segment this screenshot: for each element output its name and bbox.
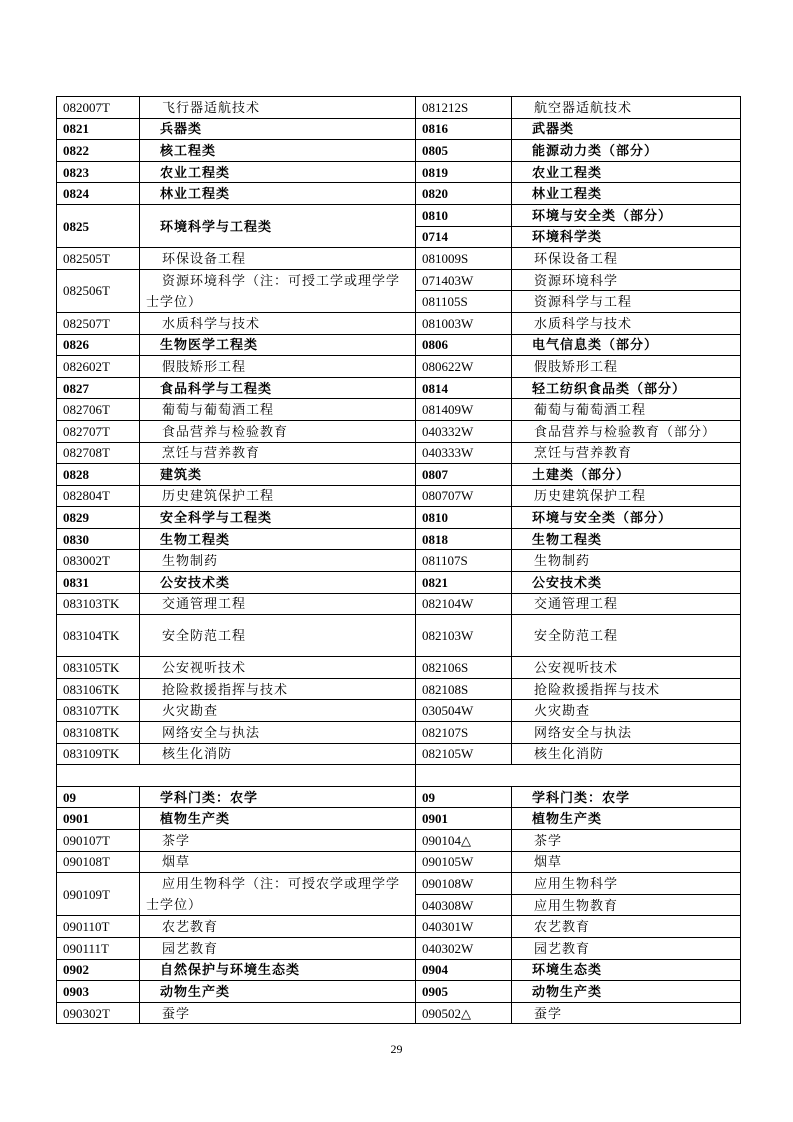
table-row [57,808,741,830]
old-major-code: 090105W [416,851,512,873]
old-major-name: 航空器适航技术 [512,97,741,119]
old-major-name: 土建类（部分） [512,464,741,486]
new-major-code: 0829 [57,507,140,529]
empty-cell [416,765,741,787]
new-major-code: 0902 [57,959,140,981]
old-major-name: 生物制药 [512,550,741,572]
table-row [57,528,741,550]
old-major-code: 0905 [416,981,512,1003]
table-row [57,1002,741,1024]
old-major-name: 环境与安全类（部分） [512,507,741,529]
table-row [57,657,741,679]
old-major-name: 火灾勘查 [512,700,741,722]
old-major-name: 电气信息类（部分） [512,334,741,356]
old-major-code: 090502△ [416,1002,512,1024]
old-major-name: 葡萄与葡萄酒工程 [512,399,741,421]
table-row [57,851,741,873]
new-major-code: 090107T [57,830,140,852]
old-major-name: 安全防范工程 [512,615,741,657]
old-major-name: 园艺教育 [512,937,741,959]
major-comparison-table [56,96,741,1024]
new-major-name: 安全科学与工程类 [140,507,416,529]
new-major-name: 农业工程类 [140,161,416,183]
table-row [57,916,741,938]
new-major-code: 082804T [57,485,140,507]
old-major-name: 假肢矫形工程 [512,356,741,378]
new-major-name: 应用生物科学（注：可授农学或理学学士学位） [140,873,416,916]
old-major-name: 武器类 [512,118,741,140]
new-major-code: 082602T [57,356,140,378]
new-major-code: 083108TK [57,722,140,744]
table-row [57,485,741,507]
new-major-name: 园艺教育 [140,937,416,959]
new-major-code: 0831 [57,572,140,594]
table-row [57,334,741,356]
table-row [57,550,741,572]
old-major-name: 烟草 [512,851,741,873]
old-major-code: 040333W [416,442,512,464]
new-major-name: 林业工程类 [140,183,416,205]
new-major-code: 09 [57,786,140,808]
new-major-code: 083105TK [57,657,140,679]
table-row [57,959,741,981]
new-major-name: 历史建筑保护工程 [140,485,416,507]
new-major-name: 安全防范工程 [140,615,416,657]
new-major-code: 082007T [57,97,140,119]
table-row [57,593,741,615]
page-number: 29 [390,1042,403,1056]
old-major-name: 核生化消防 [512,743,741,765]
old-major-code: 0904 [416,959,512,981]
old-major-code: 081009S [416,248,512,270]
table-row [57,97,741,119]
new-major-code: 082505T [57,248,140,270]
new-major-name: 烹饪与营养教育 [140,442,416,464]
old-major-code: 082108S [416,678,512,700]
old-major-code: 0821 [416,572,512,594]
old-major-code: 090104△ [416,830,512,852]
table-row [57,981,741,1003]
new-major-code: 083104TK [57,615,140,657]
new-major-name: 生物制药 [140,550,416,572]
new-major-code: 083107TK [57,700,140,722]
old-major-code: 080622W [416,356,512,378]
old-major-code: 0819 [416,161,512,183]
old-major-code: 080707W [416,485,512,507]
old-major-code: 082103W [416,615,512,657]
table-row [57,722,741,744]
new-major-name: 水质科学与技术 [140,312,416,334]
new-major-code: 090110T [57,916,140,938]
old-major-name: 环境与安全类（部分） [512,204,741,226]
table-row [57,937,741,959]
old-major-code: 0810 [416,507,512,529]
new-major-code: 0827 [57,377,140,399]
old-major-name: 生物工程类 [512,528,741,550]
old-major-code: 071403W [416,269,512,291]
table-row [57,204,741,226]
table-row [57,442,741,464]
old-major-name: 交通管理工程 [512,593,741,615]
new-major-name: 公安视听技术 [140,657,416,679]
old-major-code: 0810 [416,204,512,226]
new-major-name: 抢险救援指挥与技术 [140,678,416,700]
old-major-code: 0814 [416,377,512,399]
old-major-name: 轻工纺织食品类（部分） [512,377,741,399]
old-major-name: 水质科学与技术 [512,312,741,334]
old-major-code: 030504W [416,700,512,722]
old-major-code: 081409W [416,399,512,421]
old-major-name: 公安视听技术 [512,657,741,679]
old-major-code: 0805 [416,140,512,162]
new-major-code: 0822 [57,140,140,162]
new-major-name: 自然保护与环境生态类 [140,959,416,981]
new-major-code: 082706T [57,399,140,421]
old-major-name: 动物生产类 [512,981,741,1003]
table-row-blank [57,765,741,787]
table-row [57,464,741,486]
old-major-name: 食品营养与检验教育（部分） [512,420,741,442]
new-major-code: 0901 [57,808,140,830]
old-major-code: 082107S [416,722,512,744]
old-major-code: 0818 [416,528,512,550]
old-major-name: 学科门类：农学 [512,786,741,808]
old-major-name: 历史建筑保护工程 [512,485,741,507]
new-major-code: 083103TK [57,593,140,615]
old-major-code: 0807 [416,464,512,486]
old-major-code: 082105W [416,743,512,765]
table-row [57,377,741,399]
table-body [57,97,741,1024]
old-major-code: 040302W [416,937,512,959]
new-major-code: 082506T [57,269,140,312]
old-major-name: 植物生产类 [512,808,741,830]
new-major-code: 090109T [57,873,140,916]
table-row [57,420,741,442]
old-major-code: 082104W [416,593,512,615]
old-major-code: 081003W [416,312,512,334]
table-row [57,356,741,378]
new-major-name: 公安技术类 [140,572,416,594]
old-major-code: 0806 [416,334,512,356]
new-major-code: 0903 [57,981,140,1003]
new-major-code: 082708T [57,442,140,464]
new-major-name: 核生化消防 [140,743,416,765]
old-major-code: 040308W [416,894,512,916]
new-major-name: 动物生产类 [140,981,416,1003]
old-major-name: 能源动力类（部分） [512,140,741,162]
old-major-name: 资源环境科学 [512,269,741,291]
new-major-code: 0828 [57,464,140,486]
new-major-name: 建筑类 [140,464,416,486]
old-major-code: 082106S [416,657,512,679]
new-major-name: 火灾勘查 [140,700,416,722]
new-major-code: 0824 [57,183,140,205]
new-major-name: 蚕学 [140,1002,416,1024]
table-row [57,615,741,657]
new-major-name: 网络安全与执法 [140,722,416,744]
new-major-name: 资源环境科学（注：可授工学或理学学士学位） [140,269,416,312]
table-row [57,873,741,895]
new-major-name: 生物医学工程类 [140,334,416,356]
old-major-name: 农业工程类 [512,161,741,183]
table-row [57,786,741,808]
new-major-code: 090111T [57,937,140,959]
old-major-code: 0901 [416,808,512,830]
old-major-name: 应用生物教育 [512,894,741,916]
old-major-name: 环保设备工程 [512,248,741,270]
old-major-name: 抢险救援指挥与技术 [512,678,741,700]
old-major-code: 0714 [416,226,512,248]
new-major-name: 飞行器适航技术 [140,97,416,119]
new-major-name: 葡萄与葡萄酒工程 [140,399,416,421]
old-major-name: 公安技术类 [512,572,741,594]
old-major-name: 环境生态类 [512,959,741,981]
old-major-code: 09 [416,786,512,808]
new-major-name: 环境科学与工程类 [140,204,416,247]
new-major-name: 核工程类 [140,140,416,162]
new-major-name: 学科门类：农学 [140,786,416,808]
old-major-code: 081105S [416,291,512,313]
table-row [57,118,741,140]
table-row [57,140,741,162]
new-major-name: 假肢矫形工程 [140,356,416,378]
new-major-code: 090108T [57,851,140,873]
new-major-name: 交通管理工程 [140,593,416,615]
new-major-code: 083106TK [57,678,140,700]
new-major-code: 0821 [57,118,140,140]
new-major-code: 0826 [57,334,140,356]
new-major-code: 083002T [57,550,140,572]
old-major-code: 081107S [416,550,512,572]
new-major-code: 090302T [57,1002,140,1024]
old-major-name: 林业工程类 [512,183,741,205]
table-row [57,161,741,183]
new-major-name: 茶学 [140,830,416,852]
new-major-name: 兵器类 [140,118,416,140]
new-major-code: 0823 [57,161,140,183]
old-major-name: 网络安全与执法 [512,722,741,744]
new-major-code: 082507T [57,312,140,334]
new-major-code: 082707T [57,420,140,442]
old-major-code: 040332W [416,420,512,442]
new-major-name: 食品营养与检验教育 [140,420,416,442]
empty-cell [57,765,416,787]
table-row [57,830,741,852]
old-major-code: 081212S [416,97,512,119]
old-major-name: 应用生物科学 [512,873,741,895]
table-row [57,312,741,334]
table-row [57,743,741,765]
old-major-name: 环境科学类 [512,226,741,248]
table-row [57,269,741,291]
new-major-name: 农艺教育 [140,916,416,938]
table-row [57,507,741,529]
old-major-name: 资源科学与工程 [512,291,741,313]
table-row [57,678,741,700]
old-major-code: 040301W [416,916,512,938]
new-major-code: 0825 [57,204,140,247]
old-major-name: 农艺教育 [512,916,741,938]
new-major-name: 环保设备工程 [140,248,416,270]
table-row [57,572,741,594]
new-major-name: 植物生产类 [140,808,416,830]
table-row [57,700,741,722]
old-major-code: 0820 [416,183,512,205]
new-major-code: 083109TK [57,743,140,765]
new-major-name: 烟草 [140,851,416,873]
table-row [57,399,741,421]
old-major-name: 茶学 [512,830,741,852]
new-major-code: 0830 [57,528,140,550]
old-major-code: 090108W [416,873,512,895]
new-major-name: 生物工程类 [140,528,416,550]
table-row [57,248,741,270]
old-major-name: 蚕学 [512,1002,741,1024]
table-row [57,183,741,205]
new-major-name: 食品科学与工程类 [140,377,416,399]
old-major-code: 0816 [416,118,512,140]
old-major-name: 烹饪与营养教育 [512,442,741,464]
